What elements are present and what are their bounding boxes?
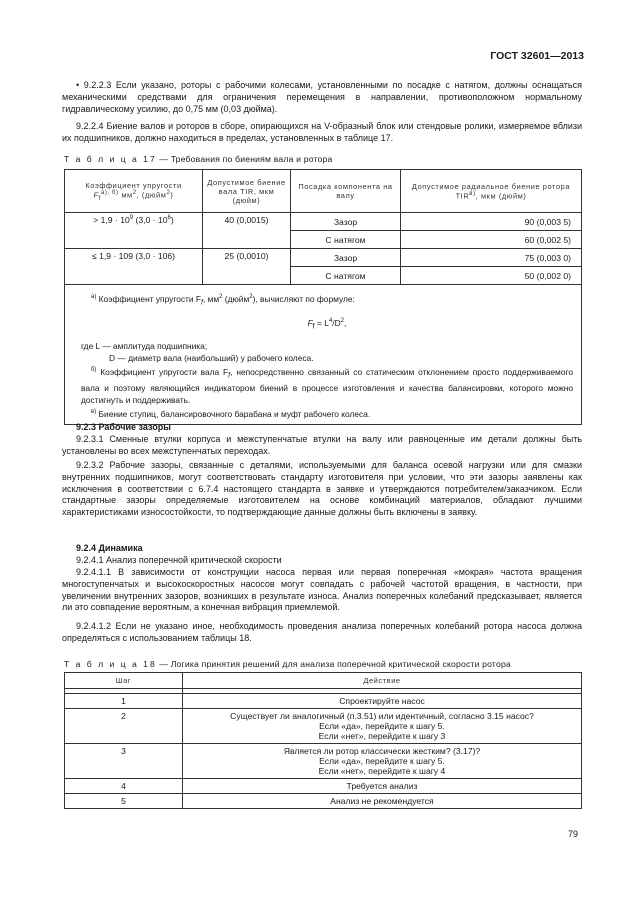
table-17-header-rotor-runout: Допустимое радиальное биение ротора $TIR^{в)}$, мкм (дюйм) — [401, 170, 582, 213]
table-17-cell-coefficient-2: ≤ 1,9 · 109 (3,0 · 106) — [65, 249, 203, 285]
table-17-cell-fit: С натягом — [291, 267, 401, 285]
table-18-action: Анализ не рекомендуется — [183, 794, 582, 809]
paragraph-9-2-3-2: 9.2.3.2 Рабочие зазоры, связанные с деталями, используемыми для баланса осевой нагрузки или для смазки внутренних подшипников, могут соответствовать стандарту изготовителя при условии, что эти зазоры заявлены как исключения в соответствии с 6.7.4 настоящего стандарта в заявке и утверждаются потребителем/заказчиком. Если стандартные зазоры определяемые изготовителем на основе комбинаций материалов, обладают лучшими характеристиками износостойкости, то подтверждающие данные должны быть включены в заявку. — [62, 460, 582, 518]
table-17-header-fit: Посадка компонента на валу — [291, 170, 401, 213]
table-17-caption — [64, 154, 332, 164]
table-17-cell-coefficient-1: > $1,9 \cdot 10^9$ $(3,0 \cdot 10^6)$ — [65, 213, 203, 249]
table-17-cell-value: 75 (0,003 0) — [401, 249, 582, 267]
section-9-2-4-title: 9.2.4 Динамика — [76, 543, 143, 553]
paragraph-9-2-3-1: 9.2.3.1 Сменные втулки корпуса и межступенчатые втулки на валу или равноценные им детали должны быть установлены во всех межступенчатых переходах. — [62, 434, 582, 456]
note-b: $^{б)}$ Коэффициент упругости вала $F_f$, непосредственно связанный со статическим отклонением просто поддерживаемого вала и поэтому являющийся индикатором биений в процессе изготовления и качества балансировки, которого можно достигнуть и поддерживать. — [81, 366, 573, 406]
table-18-step: 4 — [65, 779, 183, 794]
table-17-cell-fit: С натягом — [291, 231, 401, 249]
table-18-action: Спроектируйте насос — [183, 694, 582, 709]
table-17-header-shaft-runout: Допустимое биение вала TIR, мкм (дюйм) — [203, 170, 291, 213]
note-c: $^{в)}$ Биение ступиц, балансировочного барабана и муфт рабочего колеса. — [91, 409, 371, 420]
paragraph-9-2-2-3: • 9.2.2.3 Если указано, роторы с рабочими колесами, установленными по посадке с натягом, должны оснащаться механическими средствами для ограничения перемещения в направлении, противоположном нормальному гидравлическому усилию, до 0,75 мм (0,03 дюйма). — [62, 80, 582, 114]
table-18-label: Т а б л и ц а 18 — [64, 659, 157, 669]
table-18 — [64, 672, 582, 809]
table-18-header-step: Шаг — [65, 673, 183, 689]
table-17-cell-tir-2: 25 (0,0010) — [203, 249, 291, 285]
table-17-cell-tir-1: 40 (0,0015) — [203, 213, 291, 249]
section-9-2-3-title: 9.2.3 Рабочие зазоры — [76, 422, 171, 432]
where-l: где L — амплитуда подшипника; — [81, 340, 208, 351]
table-18-step: 2 — [65, 709, 183, 744]
where-d: D — диаметр вала (наибольший) у рабочего колеса. — [109, 352, 314, 363]
table-17-notes — [65, 285, 582, 425]
paragraph-9-2-2-4: 9.2.2.4 Биение валов и роторов в сборе, опирающихся на V-образный блок или стендовые ролики, измеряемое вблизи их подшипников, должно находиться в пределах, установленных в таблице 17. — [62, 121, 582, 143]
table-17-cell-value: 50 (0,002 0) — [401, 267, 582, 285]
formula: $F_f = L^4/D^2$, — [307, 318, 347, 331]
table-18-action: Является ли ротор классически жестким? (3.17)? Если «да», перейдите к шагу 5. Если «нет», перейдите к шагу 4 — [183, 744, 582, 779]
table-18-header-action: Действие — [183, 673, 582, 689]
table-18-action: Требуется анализ — [183, 779, 582, 794]
table-18-title: — Логика принятия решений для анализа поперечной критической скорости ротора — [156, 659, 511, 669]
table-17-cell-value: 60 (0,002 5) — [401, 231, 582, 249]
table-18-caption — [64, 659, 511, 669]
table-17-header-coefficient: Коэффициент упругости $F_f^{а), б)}$ $мм^2$, (дюйм$^2$) — [65, 170, 203, 213]
document-id: ГОСТ 32601—2013 — [490, 50, 584, 62]
table-18-step: 3 — [65, 744, 183, 779]
table-18-action: Существует ли аналогичный (п.3.51) или идентичный, согласно 3.15 насос? Если «да», перейдите к шагу 5. Если «нет», перейдите к шагу 3 — [183, 709, 582, 744]
note-a: $^{а)}$ Коэффициент упругости $F_f$, $мм^2$ (дюйм$^2$), вычисляют по формуле: — [91, 293, 355, 307]
table-17-cell-fit: Зазор — [291, 249, 401, 267]
table-17-label: Т а б л и ц а 17 — [64, 154, 157, 164]
paragraph-9-2-4-1: 9.2.4.1 Анализ поперечной критической скорости — [76, 555, 282, 565]
table-17-cell-value: 90 (0,003 5) — [401, 213, 582, 231]
table-17-title: — Требования по биениям вала и ротора — [156, 154, 333, 164]
table-18-step: 1 — [65, 694, 183, 709]
table-17-cell-fit: Зазор — [291, 213, 401, 231]
paragraph-9-2-4-1-1: 9.2.4.1.1 В зависимости от конструкции насоса первая или первая поперечная «мокрая» частота вращения многоступенчатых и высокоскоростных насосов могут совпадать с рабочей частотой вращения, в частности, при увеличении внутренних зазоров, возникших в результате износа. Анализ поперечных колебаний предсказывает, является ли это совпадение вероятным, а конечная вибрация приемлемой. — [62, 567, 582, 613]
table-17 — [64, 169, 582, 425]
table-18-step: 5 — [65, 794, 183, 809]
page-number: 79 — [567, 829, 578, 839]
paragraph-9-2-4-1-2: 9.2.4.1.2 Если не указано иное, необходимость проведения анализа поперечных колебаний ротора насоса должна определяться с использованием таблицы 18. — [62, 621, 582, 643]
